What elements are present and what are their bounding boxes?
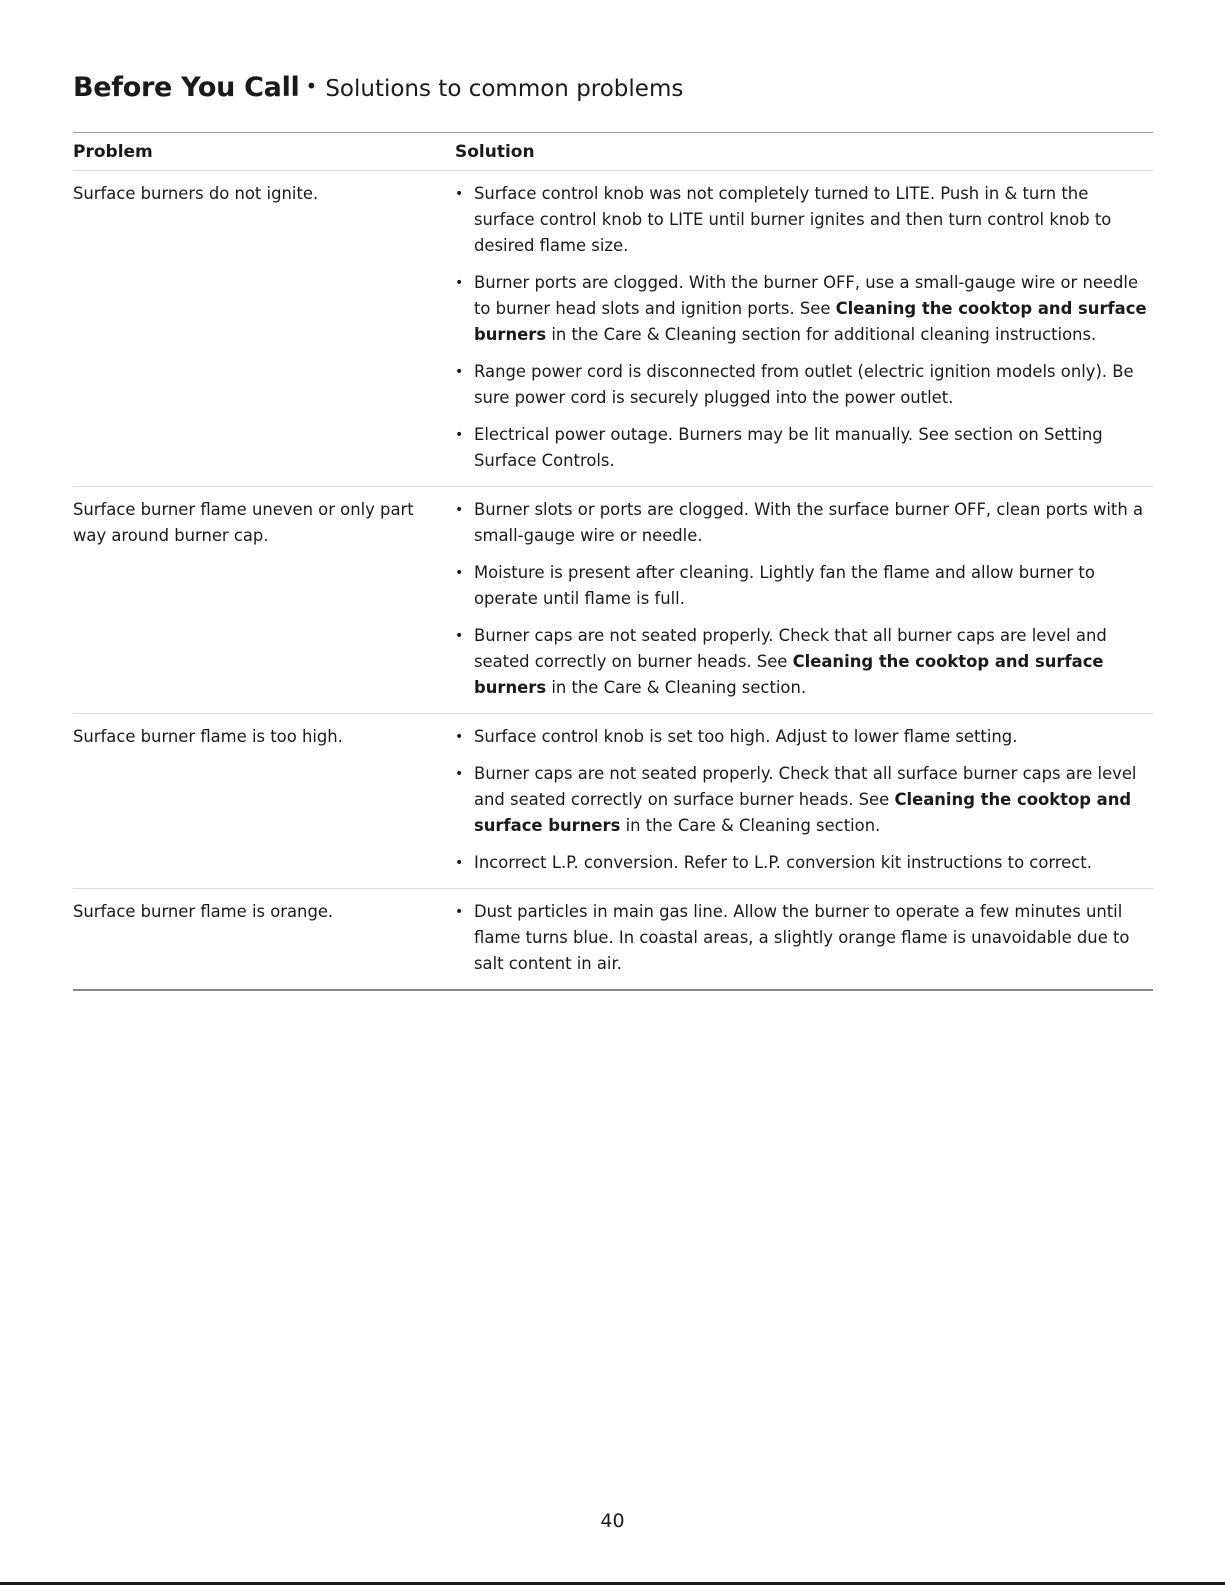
table-header	[73, 133, 1153, 171]
table-row	[73, 171, 1153, 487]
solution-text	[474, 764, 1137, 835]
solution-segment: Dust particles in main gas line. Allow the burner to operate a few minutes until flame turns blue. In coastal areas, a slightly orange flame is unavoidable due to salt content in air.	[474, 902, 1130, 973]
solution-segment: Burner caps are not seated properly. Check that all surface burner caps are level and seated correctly on surface burner heads. See	[474, 764, 1137, 809]
bullet-icon: •	[455, 275, 464, 291]
bullet-icon: •	[455, 855, 464, 871]
solution-segment: Surface control knob was not completely turned to LITE. Push in & turn the surface control knob to LITE until burner ignites and then turn control knob to desired flame size.	[474, 184, 1112, 255]
solution-text	[474, 563, 1095, 608]
title-separator: •	[305, 74, 318, 98]
table-row	[73, 487, 1153, 714]
page-title	[73, 70, 683, 109]
solution-segment: Moisture is present after cleaning. Lightly fan the flame and allow burner to operate until flame is full.	[474, 563, 1095, 608]
solution-text	[474, 500, 1143, 545]
bullet-icon: •	[455, 729, 464, 745]
solution-segment: Burner caps are not seated properly. Check that all burner caps are level and seated correctly on burner heads. See	[474, 626, 1107, 671]
solution-reference: Cleaning the cooktop and surface burners	[474, 790, 1132, 835]
solution-cell	[455, 493, 1153, 705]
solution-text	[474, 727, 1017, 746]
bullet-icon: •	[455, 628, 464, 644]
bullet-icon: •	[455, 766, 464, 782]
solution-segment: in the Care & Cleaning section.	[620, 816, 881, 835]
bullet-icon: •	[455, 502, 464, 518]
table-body	[73, 171, 1153, 989]
solution-cell	[455, 895, 1153, 981]
solution-cell	[455, 720, 1153, 880]
solution-item	[455, 422, 1153, 474]
solution-segment: Surface control knob is set too high. Adjust to lower flame setting.	[474, 727, 1018, 746]
solution-segment: in the Care & Cleaning section.	[546, 678, 807, 697]
solution-item	[455, 623, 1153, 701]
bullet-icon: •	[455, 565, 464, 581]
solution-segment: Incorrect L.P. conversion. Refer to L.P. conversion kit instructions to correct.	[474, 853, 1092, 872]
solution-text	[474, 362, 1134, 407]
solution-reference: Cleaning the cooktop and surface burners	[474, 652, 1104, 697]
solution-text	[474, 902, 1129, 973]
solution-segment: Range power cord is disconnected from outlet (electric ignition models only). Be sure power cord is securely plugged into the power outlet.	[474, 362, 1134, 407]
solution-segment: Burner ports are clogged. With the burner OFF, use a small-gauge wire or needle to burner head slots and ignition ports. See	[474, 273, 1139, 318]
solution-text	[474, 425, 1103, 470]
troubleshooting-table	[73, 132, 1153, 991]
bullet-icon: •	[455, 904, 464, 920]
table-row	[73, 889, 1153, 989]
solution-item	[455, 724, 1153, 750]
solution-segment: Burner slots or ports are clogged. With the surface burner OFF, clean ports with a small-gauge wire or needle.	[474, 500, 1143, 545]
solution-text	[474, 853, 1092, 872]
title-main: Before You Call	[73, 72, 300, 103]
problem-cell: Surface burner flame uneven or only part way around burner cap.	[73, 500, 414, 545]
problem-cell: Surface burner flame is orange.	[73, 902, 334, 921]
solution-text	[474, 273, 1147, 344]
problem-cell: Surface burner flame is too high.	[73, 727, 343, 746]
bullet-icon: •	[455, 427, 464, 443]
solution-item	[455, 560, 1153, 612]
solution-item	[455, 497, 1153, 549]
bullet-icon: •	[455, 186, 464, 202]
header-problem: Problem	[73, 141, 153, 162]
solution-item	[455, 899, 1153, 977]
solution-item	[455, 270, 1153, 348]
bullet-icon: •	[455, 364, 464, 380]
solution-cell	[455, 177, 1153, 478]
solution-item	[455, 761, 1153, 839]
table-row	[73, 714, 1153, 889]
title-subtitle: Solutions to common problems	[325, 76, 684, 102]
solution-item	[455, 850, 1153, 876]
solution-segment: Electrical power outage. Burners may be lit manually. See section on Setting Surface Controls.	[474, 425, 1103, 470]
solution-item	[455, 359, 1153, 411]
solution-segment: in the Care & Cleaning section for additional cleaning instructions.	[546, 325, 1097, 344]
problem-cell: Surface burners do not ignite.	[73, 184, 319, 203]
solution-item	[455, 181, 1153, 259]
header-solution: Solution	[455, 141, 535, 162]
solution-text	[474, 184, 1111, 255]
solution-text	[474, 626, 1107, 697]
solution-reference: Cleaning the cooktop and surface burners	[474, 299, 1147, 344]
page-number: 40	[600, 1510, 625, 1532]
